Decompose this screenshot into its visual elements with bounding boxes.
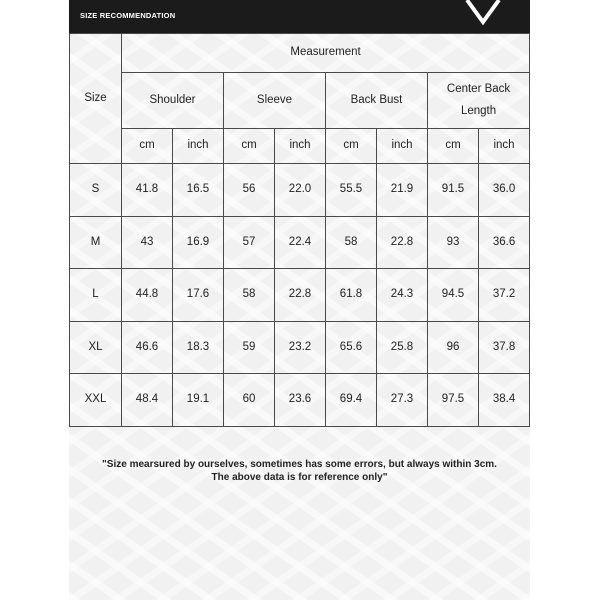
value-cell: 56 bbox=[224, 164, 275, 217]
value-cell: 41.8 bbox=[122, 164, 173, 217]
size-cell: L bbox=[70, 269, 122, 322]
value-cell: 94.5 bbox=[428, 269, 479, 322]
unit-header-cell: inch bbox=[479, 129, 530, 164]
value-cell: 23.2 bbox=[275, 322, 326, 374]
disclaimer-line: "Size mearsured by ourselves, sometimes has some errors, but always within 3cm. bbox=[102, 459, 497, 470]
unit-header-cell: cm bbox=[428, 129, 479, 164]
size-cell: XXL bbox=[70, 374, 122, 427]
unit-header-cell: cm bbox=[224, 129, 275, 164]
group-header-cell: Sleeve bbox=[224, 73, 326, 129]
value-cell: 17.6 bbox=[173, 269, 224, 322]
unit-header-cell: inch bbox=[275, 129, 326, 164]
value-cell: 38.4 bbox=[479, 374, 530, 427]
value-cell: 57 bbox=[224, 217, 275, 269]
size-cell: M bbox=[70, 217, 122, 269]
unit-header-cell: inch bbox=[173, 129, 224, 164]
value-cell: 23.6 bbox=[275, 374, 326, 427]
value-cell: 36.6 bbox=[479, 217, 530, 269]
value-cell: 58 bbox=[224, 269, 275, 322]
value-cell: 18.3 bbox=[173, 322, 224, 374]
value-cell: 37.8 bbox=[479, 322, 530, 374]
value-cell: 37.2 bbox=[479, 269, 530, 322]
value-cell: 22.4 bbox=[275, 217, 326, 269]
unit-header-cell: cm bbox=[122, 129, 173, 164]
table-row bbox=[70, 322, 530, 374]
value-cell: 16.5 bbox=[173, 164, 224, 217]
value-cell: 16.9 bbox=[173, 217, 224, 269]
value-cell: 55.5 bbox=[326, 164, 377, 217]
value-cell: 60 bbox=[224, 374, 275, 427]
value-cell: 96 bbox=[428, 322, 479, 374]
table-row bbox=[70, 374, 530, 427]
header-title: SIZE RECOMMENDATION bbox=[80, 11, 176, 20]
unit-header-cell: cm bbox=[326, 129, 377, 164]
unit-header-cell: inch bbox=[377, 129, 428, 164]
size-chart-sheet bbox=[69, 0, 530, 600]
value-cell: 69.4 bbox=[326, 374, 377, 427]
value-cell: 22.8 bbox=[275, 269, 326, 322]
value-cell: 61.8 bbox=[326, 269, 377, 322]
value-cell: 59 bbox=[224, 322, 275, 374]
value-cell: 43 bbox=[122, 217, 173, 269]
value-cell: 36.0 bbox=[479, 164, 530, 217]
value-cell: 21.9 bbox=[377, 164, 428, 217]
value-cell: 93 bbox=[428, 217, 479, 269]
value-cell: 58 bbox=[326, 217, 377, 269]
disclaimer-note bbox=[69, 458, 530, 484]
value-cell: 91.5 bbox=[428, 164, 479, 217]
group-header-cell: Back Bust bbox=[326, 73, 428, 129]
value-cell: 97.5 bbox=[428, 374, 479, 427]
value-cell: 48.4 bbox=[122, 374, 173, 427]
table-row bbox=[70, 164, 530, 217]
header-bar bbox=[69, 0, 530, 33]
table-row bbox=[70, 269, 530, 322]
value-cell: 22.0 bbox=[275, 164, 326, 217]
value-cell: 65.6 bbox=[326, 322, 377, 374]
chevron-down-icon bbox=[464, 0, 502, 26]
size-header-cell: Size bbox=[70, 34, 122, 164]
disclaimer-line: The above data is for reference only" bbox=[211, 472, 388, 483]
value-cell: 25.8 bbox=[377, 322, 428, 374]
group-header-cell: Shoulder bbox=[122, 73, 224, 129]
value-cell: 19.1 bbox=[173, 374, 224, 427]
measurement-header-cell: Measurement bbox=[122, 34, 530, 73]
value-cell: 46.6 bbox=[122, 322, 173, 374]
value-cell: 44.8 bbox=[122, 269, 173, 322]
size-table bbox=[69, 33, 530, 427]
size-cell: XL bbox=[70, 322, 122, 374]
value-cell: 22.8 bbox=[377, 217, 428, 269]
size-cell: S bbox=[70, 164, 122, 217]
value-cell: 27.3 bbox=[377, 374, 428, 427]
table-row bbox=[70, 217, 530, 269]
group-header-cell: Center Back Length bbox=[428, 73, 530, 129]
value-cell: 24.3 bbox=[377, 269, 428, 322]
